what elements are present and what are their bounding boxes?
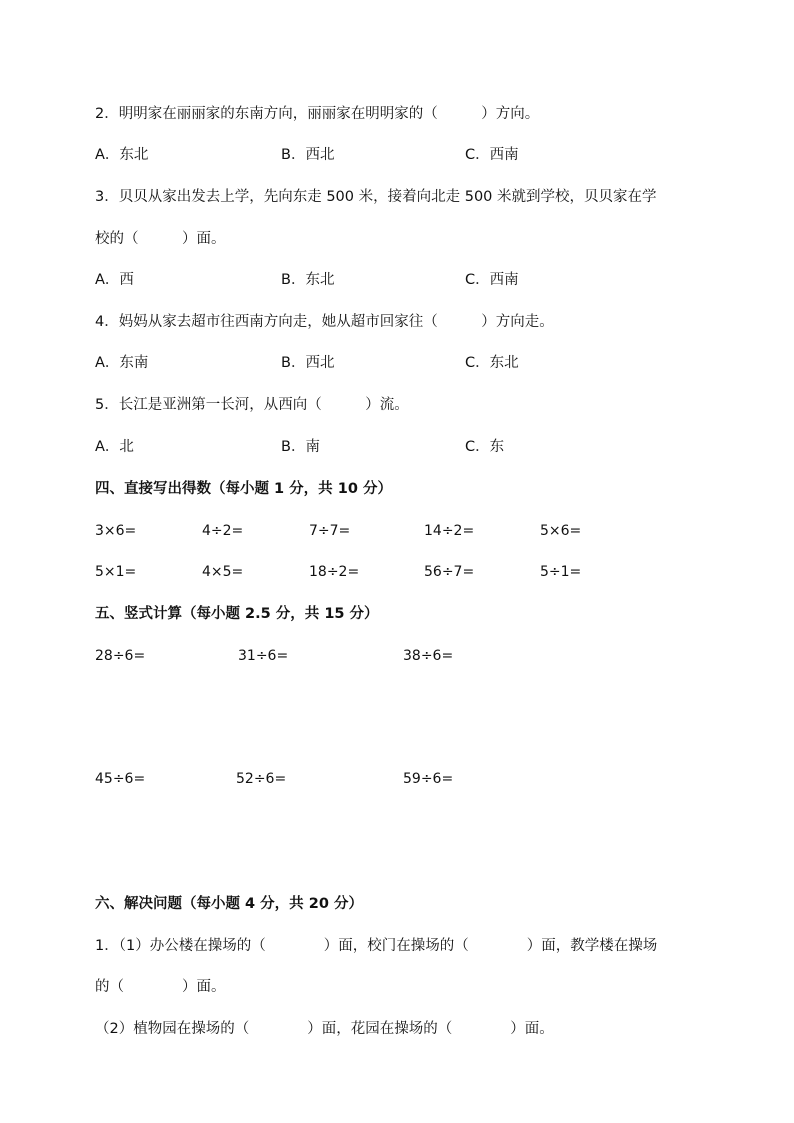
question-3-stem-line1: 3．贝贝从家出发去上学，先向东走 500 米，接着向北走 500 米就到学校，贝贝家在学	[95, 189, 657, 205]
question-3-option-c: C．西南	[465, 272, 519, 288]
oral-calc-item: 4×5=	[202, 564, 244, 580]
oral-calc-item: 7÷7=	[309, 523, 351, 539]
section-4-title: 四、直接写出得数（每小题 1 分，共 10 分）	[95, 481, 392, 497]
question-2-option-c: C．西南	[465, 147, 519, 163]
vertical-calc-item: 38÷6=	[403, 648, 454, 664]
question-4-option-c: C．东北	[465, 355, 519, 371]
problem-1-line2: 的（ ）面。	[95, 979, 226, 995]
section-5-title: 五、竖式计算（每小题 2.5 分，共 15 分）	[95, 606, 379, 622]
question-3-stem-line2: 校的（ ）面。	[95, 231, 226, 247]
oral-calc-item: 4÷2=	[202, 523, 244, 539]
vertical-calc-item: 28÷6=	[95, 648, 146, 664]
problem-1-line3: （2）植物园在操场的（ ）面，花园在操场的（ ）面。	[95, 1021, 554, 1037]
question-4-option-b: B．西北	[281, 355, 335, 371]
question-2-stem: 2．明明家在丽丽家的东南方向，丽丽家在明明家的（ ）方向。	[95, 106, 540, 122]
question-4-stem: 4．妈妈从家去超市往西南方向走，她从超市回家往（ ）方向走。	[95, 314, 554, 330]
question-5-option-c: C．东	[465, 439, 505, 455]
oral-calc-item: 5×6=	[540, 523, 582, 539]
vertical-calc-item: 59÷6=	[403, 771, 454, 787]
oral-calc-item: 3×6=	[95, 523, 137, 539]
vertical-calc-item: 45÷6=	[95, 771, 146, 787]
question-2-option-a: A．东北	[95, 147, 149, 163]
section-6-title: 六、解决问题（每小题 4 分，共 20 分）	[95, 896, 363, 912]
oral-calc-item: 18÷2=	[309, 564, 360, 580]
oral-calc-item: 5÷1=	[540, 564, 582, 580]
question-5-stem: 5．长江是亚洲第一长河，从西向（ ）流。	[95, 397, 409, 413]
question-5-option-b: B．南	[281, 439, 320, 455]
problem-1-line1: 1．（1）办公楼在操场的（ ）面，校门在操场的（ ）面，教学楼在操场	[95, 938, 658, 954]
oral-calc-item: 56÷7=	[424, 564, 475, 580]
oral-calc-item: 14÷2=	[424, 523, 475, 539]
question-5-option-a: A．北	[95, 439, 134, 455]
oral-calc-item: 5×1=	[95, 564, 137, 580]
question-3-option-a: A．西	[95, 272, 134, 288]
vertical-calc-item: 31÷6=	[238, 648, 289, 664]
question-3-option-b: B．东北	[281, 272, 335, 288]
vertical-calc-item: 52÷6=	[236, 771, 287, 787]
question-4-option-a: A．东南	[95, 355, 149, 371]
question-2-option-b: B．西北	[281, 147, 335, 163]
